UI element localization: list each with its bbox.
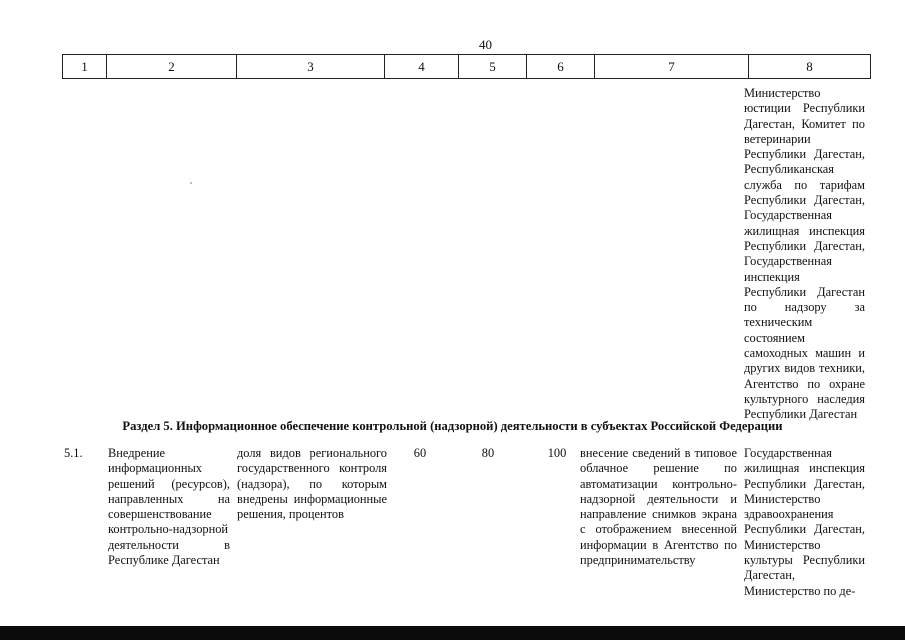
scan-border <box>0 626 905 640</box>
target-value-3: 100 <box>547 446 567 460</box>
column-header: 1 <box>63 55 107 79</box>
column-header: 3 <box>237 55 385 79</box>
column-header: 5 <box>459 55 527 79</box>
responsible-bodies: Государственная жилищная инспекция Республики Дагестан, Министерство здравоохранения Республики Дагестан, Министерство культуры Республики Дагестан, Министерство по де- <box>744 446 865 598</box>
target-value-2: 80 <box>481 446 495 460</box>
column-header: 8 <box>749 55 871 79</box>
column-header: 2 <box>107 55 237 79</box>
continued-responsible-bodies: Министерство юстиции Республики Дагестан, Комитет по ветеринарии Республики Дагестан, Республиканская служба по тарифам Республики Дагестан, Государственная жилищная инспекция Республики Дагестан, Государственная инспекция Республики Дагестан по надзору за техническим состоянием самоходных машин и других видов техники, Агентство по охране культурного наследия Республики Дагестан <box>744 86 865 422</box>
column-header-table <box>62 54 871 79</box>
column-header: 6 <box>527 55 595 79</box>
control-method: внесение сведений в типовое облачное решение по автоматизации контрольно-надзорной деятельности и направление снимков экрана с отображением внесенной информации в Агентство по предпринимательству <box>580 446 737 568</box>
target-value-1: 60 <box>413 446 427 460</box>
column-header: 7 <box>595 55 749 79</box>
indicator-name: доля видов регионального государственного контроля (надзора), по которым внедрены информационные решения, процентов <box>237 446 387 522</box>
measure-name: Внедрение информационных решений (ресурсов), направленных на совершенствование контрольно-надзорной деятельности в Республике Дагестан <box>108 446 230 568</box>
row-number: 5.1. <box>64 446 83 460</box>
column-header-row <box>63 55 871 79</box>
column-header: 4 <box>385 55 459 79</box>
scan-speck <box>190 182 192 184</box>
section-title: Раздел 5. Информационное обеспечение контрольной (надзорной) деятельности в субъектах Российской Федерации <box>122 419 783 433</box>
